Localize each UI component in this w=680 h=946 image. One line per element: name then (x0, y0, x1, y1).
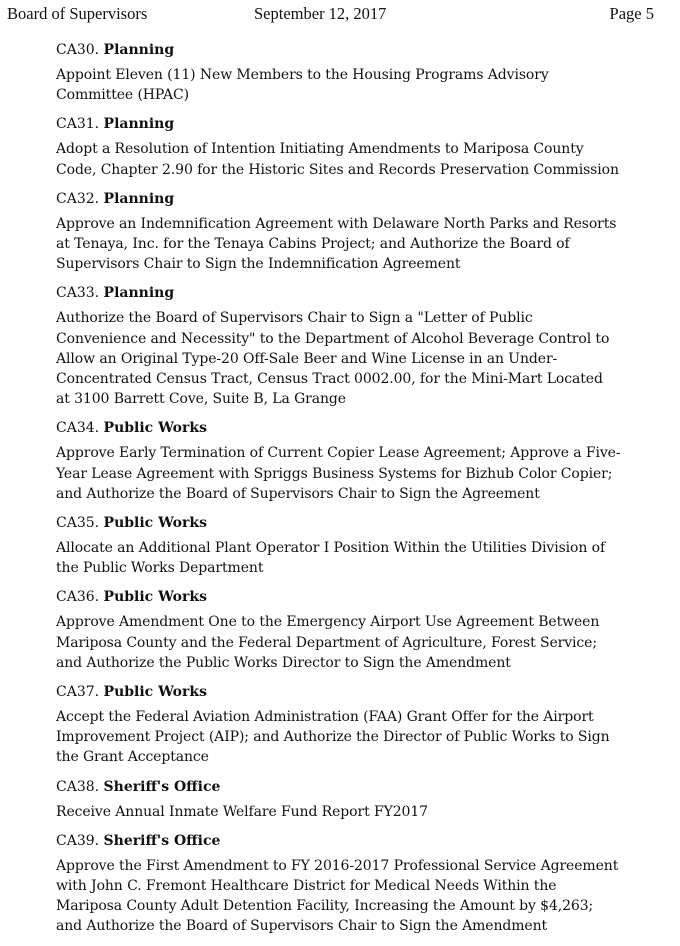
agenda-item-heading (56, 40, 656, 60)
agenda-item-number: CA36. (56, 589, 100, 606)
description-line: the Grant Acceptance (56, 749, 209, 766)
agenda-item-heading (56, 513, 656, 533)
agenda-item-number: CA33. (56, 285, 100, 302)
description-line: Approve the First Amendment to FY 2016-2017 Professional Service Agreement (56, 857, 619, 874)
agenda-item-list (56, 40, 656, 946)
header-date: September 12, 2017 (254, 4, 387, 23)
description-line: Convenience and Necessity" to the Department of Alcohol Beverage Control to (56, 330, 610, 347)
agenda-item-description (56, 612, 656, 673)
agenda-item-description (56, 538, 656, 578)
description-line: Approve Early Termination of Current Copier Lease Agreement; Approve a Five- (56, 445, 621, 462)
description-line: Allocate an Additional Plant Operator I Position Within the Utilities Division of (56, 540, 606, 557)
description-line: Accept the Federal Aviation Administration (FAA) Grant Offer for the Airport (56, 709, 594, 726)
agenda-item-number: CA34. (56, 420, 100, 437)
agenda-item-number: CA30. (56, 42, 100, 58)
agenda-item-department: Public Works (103, 684, 207, 701)
description-line: at Tenaya, Inc. for the Tenaya Cabins Project; and Authorize the Board of (56, 236, 570, 253)
agenda-item-number: CA37. (56, 684, 100, 701)
description-line: and Authorize the Public Works Director to Sign the Amendment (56, 654, 511, 671)
agenda-item (56, 418, 656, 504)
description-line: Allow an Original Type-20 Off-Sale Beer and Wine License in an Under- (56, 350, 558, 367)
agenda-item (56, 189, 656, 275)
agenda-item-number: CA39. (56, 832, 100, 849)
description-line: Approve an Indemnification Agreement with Delaware North Parks and Resorts (56, 215, 617, 232)
header-board-name: Board of Supervisors (7, 4, 148, 23)
agenda-item (56, 831, 656, 937)
agenda-item-description (56, 856, 656, 937)
agenda-item (56, 587, 656, 673)
description-line: and Authorize the Board of Supervisors Chair to Sign the Agreement (56, 485, 540, 502)
agenda-item-department: Sheriff's Office (103, 778, 221, 795)
agenda-item-description (56, 308, 656, 409)
agenda-item-heading (56, 418, 656, 438)
agenda-item-heading (56, 587, 656, 607)
agenda-item-department: Planning (103, 116, 175, 133)
agenda-item (56, 682, 656, 768)
agenda-item-description (56, 139, 656, 179)
description-line: Authorize the Board of Supervisors Chair to Sign a "Letter of Public (56, 310, 533, 327)
agenda-item-heading (56, 831, 656, 851)
agenda-item-description (56, 443, 656, 504)
agenda-item-heading (56, 777, 656, 797)
description-line: Appoint Eleven (11) New Members to the Housing Programs Advisory (56, 67, 549, 83)
agenda-item-number: CA35. (56, 515, 100, 532)
agenda-item-number: CA38. (56, 778, 100, 795)
agenda-item-heading (56, 189, 656, 209)
agenda-item-department: Planning (103, 42, 175, 58)
description-line: the Public Works Department (56, 560, 264, 577)
agenda-item-description (56, 802, 656, 822)
description-line: Mariposa County and the Federal Department of Agriculture, Forest Service; (56, 634, 597, 651)
description-line: Improvement Project (AIP); and Authorize the Director of Public Works to Sign (56, 729, 610, 746)
agenda-item-heading (56, 114, 656, 134)
description-line: Concentrated Census Tract, Census Tract 0002.00, for the Mini-Mart Located (56, 371, 603, 388)
agenda-item-department: Planning (103, 285, 175, 302)
description-line: Committee (HPAC) (56, 87, 189, 104)
agenda-item-number: CA31. (56, 116, 100, 133)
agenda-item-description (56, 214, 656, 275)
agenda-item-heading (56, 682, 656, 702)
agenda-item (56, 114, 656, 179)
agenda-item (56, 777, 656, 822)
description-line: with John C. Fremont Healthcare District for Medical Needs Within the (56, 878, 557, 895)
description-line: and Authorize the Board of Supervisors Chair to Sign the Amendment (56, 918, 548, 935)
agenda-item-department: Planning (103, 190, 175, 207)
agenda-item-description (56, 65, 656, 105)
description-line: Adopt a Resolution of Intention Initiating Amendments to Mariposa County (56, 141, 584, 158)
header-page-number: Page 5 (609, 4, 654, 23)
page-header (7, 3, 654, 25)
description-line: Receive Annual Inmate Welfare Fund Report FY2017 (56, 803, 428, 820)
description-line: Approve Amendment One to the Emergency Airport Use Agreement Between (56, 614, 600, 631)
description-line: Year Lease Agreement with Spriggs Business Systems for Bizhub Color Copier; (56, 465, 613, 482)
description-line: at 3100 Barrett Cove, Suite B, La Grange (56, 391, 346, 408)
agenda-item (56, 283, 656, 409)
description-line: Code, Chapter 2.90 for the Historic Sites and Records Preservation Commission (56, 161, 619, 178)
agenda-item (56, 513, 656, 578)
description-line: Mariposa County Adult Detention Facility, Increasing the Amount by $4,263; (56, 898, 594, 915)
agenda-item (56, 40, 656, 105)
agenda-item-department: Sheriff's Office (103, 832, 221, 849)
agenda-item-department: Public Works (103, 589, 207, 606)
agenda-item-number: CA32. (56, 190, 100, 207)
agenda-item-description (56, 707, 656, 768)
agenda-item-heading (56, 283, 656, 303)
description-line: Supervisors Chair to Sign the Indemnification Agreement (56, 256, 461, 273)
agenda-item-department: Public Works (103, 515, 207, 532)
agenda-item-department: Public Works (103, 420, 207, 437)
